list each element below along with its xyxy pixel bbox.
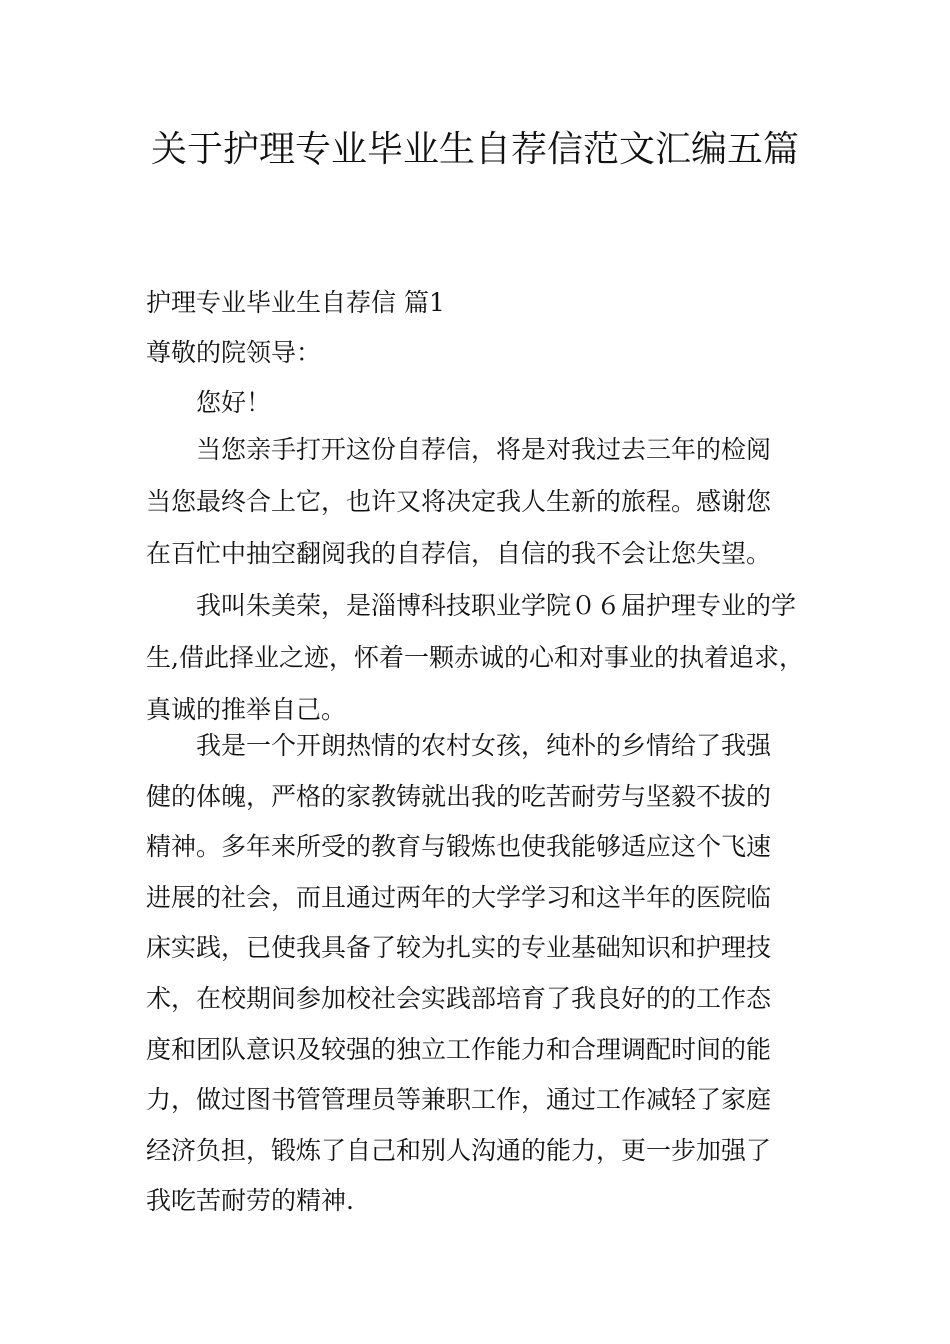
paragraph-1 [146, 424, 826, 580]
paragraph-line: 力，做过图书管管理员等兼职工作，通过工作减轻了家庭 [146, 1085, 772, 1115]
paragraph-line: 床实践，已使我具备了较为扎实的专业基础知识和护理技 [146, 933, 772, 963]
paragraph-line: 当您亲手打开这份自荐信，将是对我过去三年的检阅 [196, 435, 772, 464]
paragraph-line: 我是一个开朗热情的农村女孩，纯朴的乡情给了我强 [196, 731, 772, 760]
paragraph-line: 生,借此择业之迹，怀着一颗赤诚的心和对事业的执着追求， [146, 643, 804, 672]
paragraph-3 [146, 721, 826, 1227]
paragraph-line: 真诚的推举自己。 [146, 695, 347, 724]
paragraph-line: 经济负担，锻炼了自己和别人沟通的能力，更一步加强了 [146, 1135, 772, 1165]
section-heading: 护理专业毕业生自荐信 篇1 [146, 288, 445, 317]
paragraph-line: 我吃苦耐劳的精神. [146, 1186, 354, 1216]
paragraph-line: 度和团队意识及较强的独立工作能力和合理调配时间的能 [146, 1034, 772, 1064]
salutation: 尊敬的院领导： [146, 338, 322, 367]
paragraph-line: 我叫朱美荣，是淄博科技职业学院０６届护理专业的学 [196, 591, 797, 620]
paragraph-line: 术，在校期间参加校社会实践部培育了我良好的的工作态 [146, 983, 772, 1013]
document-title: 关于护理专业毕业生自荐信范文汇编五篇 [150, 129, 799, 170]
paragraph-line: 当您最终合上它，也许又将决定我人生新的旅程。感谢您 [146, 487, 772, 516]
paragraph-line: 健的体魄，严格的家教铸就出我的吃苦耐劳与坚毅不拔的 [146, 781, 772, 811]
greeting: 您好！ [196, 388, 272, 417]
paragraph-line: 精神。多年来所受的教育与锻炼也使我能够适应这个飞速 [146, 832, 772, 862]
paragraph-2 [146, 580, 826, 736]
paragraph-line: 在百忙中抽空翻阅我的自荐信，自信的我不会让您失望。 [146, 539, 772, 568]
paragraph-line: 进展的社会，而且通过两年的大学学习和这半年的医院临 [146, 882, 772, 912]
